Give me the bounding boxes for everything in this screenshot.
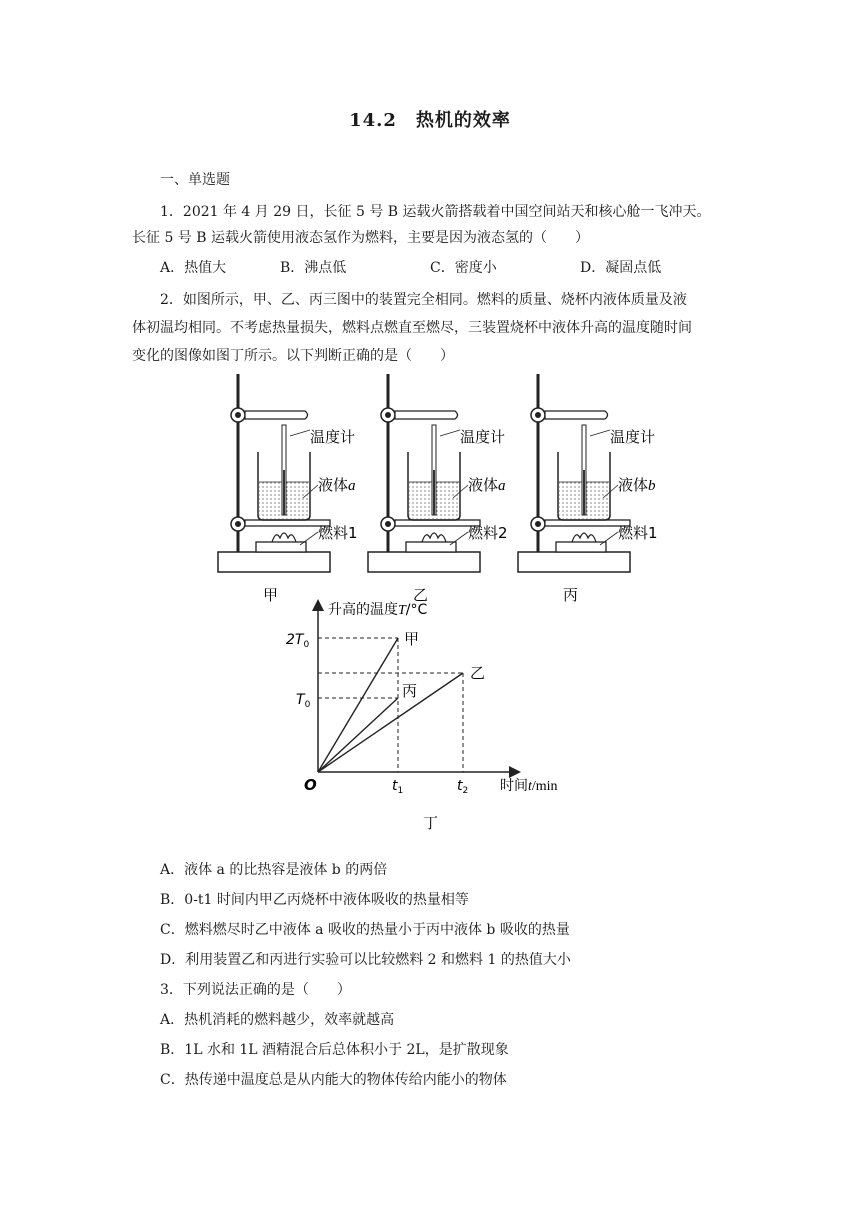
- q2-stem-line3: 变化的图像如图丁所示。以下判断正确的是（ ）: [132, 348, 454, 364]
- x-axis-label: 时间t/min: [500, 778, 558, 794]
- yi-thermometer-label: 温度计: [460, 428, 506, 446]
- q1-option-b[interactable]: B．沸点低: [280, 260, 347, 276]
- bing-thermometer-label: 温度计: [610, 428, 656, 446]
- bing-fuel-label: 燃料1: [618, 524, 658, 542]
- q3-option-a[interactable]: A．热机消耗的燃料越少，效率就越高: [160, 1012, 395, 1028]
- page-title: 14.2 热机的效率: [349, 110, 511, 131]
- line-jia-label: 甲: [404, 630, 420, 648]
- q2-option-d[interactable]: D．利用装置乙和丙进行实验可以比较燃料 2 和燃料 1 的热值大小: [160, 952, 571, 968]
- q1-option-c[interactable]: C．密度小: [430, 260, 497, 276]
- line-yi: [318, 673, 463, 772]
- x-tick-t2: $t_2$: [457, 778, 469, 796]
- q1-option-a[interactable]: A．热值大: [160, 260, 227, 276]
- origin-label: O: [304, 776, 317, 794]
- q1-stem-line1: 1．2021 年 4 月 29 日，长征 5 号 B 运载火箭搭载着中国空间站天和核心舱一飞冲天。: [160, 204, 711, 220]
- apparatus-bing: [518, 374, 658, 604]
- q2-stem-line2: 体初温均相同。不考虑热量损失，燃料点燃直至燃尽，三装置烧杯中液体升高的温度随时间: [132, 320, 692, 336]
- y-tick-t0: $T_0$: [296, 692, 311, 710]
- x-tick-t1: $t_1$: [392, 778, 404, 796]
- q2-option-b[interactable]: B．0-t1 时间内甲乙丙烧杯中液体吸收的热量相等: [160, 892, 469, 908]
- y-axis-label: 升高的温度T/°C: [328, 602, 428, 618]
- yi-fuel-label: 燃料2: [468, 524, 508, 542]
- q2-option-c[interactable]: C．燃料燃尽时乙中液体 a 吸收的热量小于丙中液体 b 吸收的热量: [160, 922, 570, 938]
- yi-caption: 乙: [413, 586, 429, 604]
- graph-caption: 丁: [423, 814, 439, 832]
- jia-liquid-label: 液体a: [318, 476, 356, 494]
- bing-liquid-label: 液体b: [618, 476, 656, 494]
- apparatus-jia: [218, 374, 358, 604]
- q1-option-d[interactable]: D．凝固点低: [580, 260, 662, 276]
- section-heading: 一、单选题: [160, 172, 230, 188]
- q3-option-c[interactable]: C．热传递中温度总是从内能大的物体传给内能小的物体: [160, 1072, 507, 1088]
- jia-caption: 甲: [263, 586, 279, 604]
- q3-option-b[interactable]: B．1L 水和 1L 酒精混合后总体积小于 2L，是扩散现象: [160, 1042, 509, 1058]
- bing-caption: 丙: [563, 586, 579, 604]
- q2-option-a[interactable]: A．液体 a 的比热容是液体 b 的两倍: [160, 862, 388, 878]
- line-jia: [318, 638, 398, 772]
- q2-stem-line1: 2．如图所示，甲、乙、丙三图中的装置完全相同。燃料的质量、烧杯内液体质量及液: [160, 292, 687, 308]
- apparatus-yi: [368, 374, 508, 604]
- y-tick-2t0: $2T_0$: [286, 632, 310, 650]
- apparatus-figure: [210, 370, 690, 610]
- q1-stem-line2: 长征 5 号 B 运载火箭使用液态氢作为燃料，主要是因为液态氢的（ ）: [132, 230, 589, 246]
- jia-thermometer-label: 温度计: [310, 428, 356, 446]
- line-yi-label: 乙: [470, 664, 486, 682]
- q3-stem: 3．下列说法正确的是（ ）: [160, 982, 351, 998]
- yi-liquid-label: 液体a: [468, 476, 506, 494]
- line-bing-label: 丙: [402, 682, 418, 700]
- jia-fuel-label: 燃料1: [318, 524, 358, 542]
- line-bing: [318, 698, 398, 772]
- temperature-time-graph: [280, 596, 590, 836]
